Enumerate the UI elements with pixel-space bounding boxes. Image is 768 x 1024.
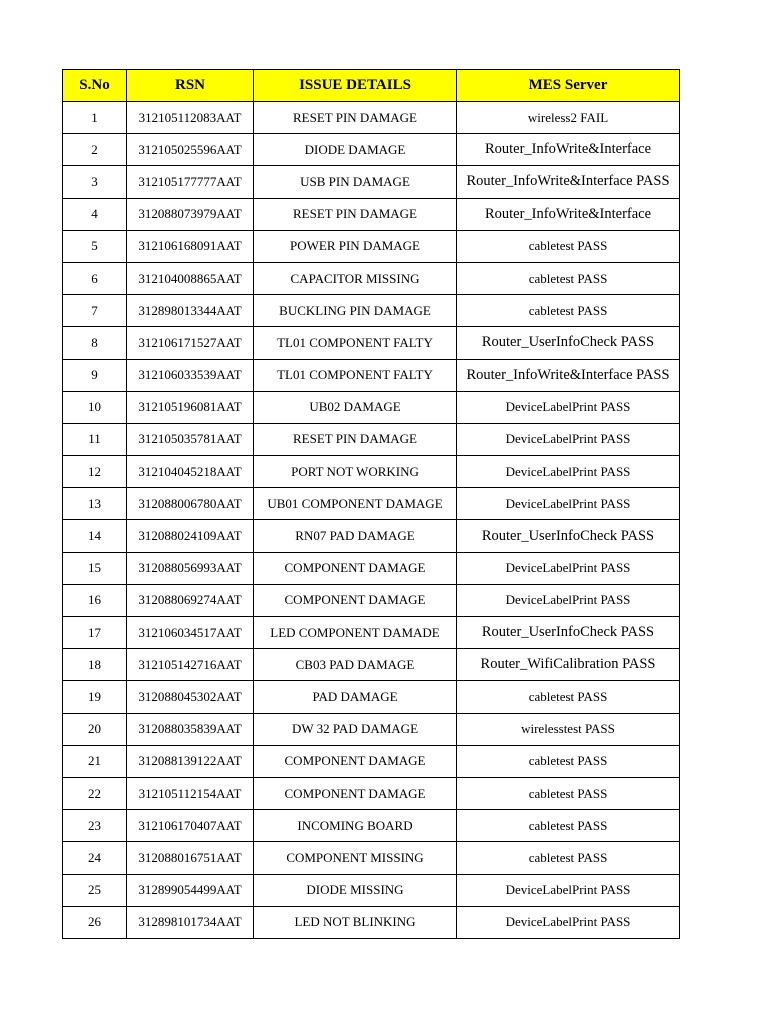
rsn-cell: 312106034517AAT	[127, 617, 254, 649]
sno-cell: 2	[63, 134, 127, 166]
issue-details-cell: INCOMING BOARD	[254, 810, 457, 842]
issue-details-cell: POWER PIN DAMAGE	[254, 230, 457, 262]
sno-cell: 19	[63, 681, 127, 713]
sno-cell: 15	[63, 552, 127, 584]
issue-details-cell: CB03 PAD DAMAGE	[254, 649, 457, 681]
issue-details-cell: UB02 DAMAGE	[254, 391, 457, 423]
sno-cell: 1	[63, 102, 127, 134]
issue-details-cell: RN07 PAD DAMAGE	[254, 520, 457, 552]
issue-table	[62, 69, 680, 939]
sno-cell: 22	[63, 777, 127, 809]
rsn-cell: 312088069274AAT	[127, 584, 254, 616]
sno-cell: 23	[63, 810, 127, 842]
issue-details-cell: TL01 COMPONENT FALTY	[254, 359, 457, 391]
issue-details-cell: DW 32 PAD DAMAGE	[254, 713, 457, 745]
issue-details-cell: COMPONENT MISSING	[254, 842, 457, 874]
header-rsn: RSN	[127, 70, 254, 102]
table-row	[63, 262, 680, 294]
issue-details-cell: CAPACITOR MISSING	[254, 262, 457, 294]
mes-server-cell: DeviceLabelPrint PASS	[457, 423, 680, 455]
table-row	[63, 327, 680, 359]
rsn-cell: 312088045302AAT	[127, 681, 254, 713]
issue-details-cell: LED COMPONENT DAMADE	[254, 617, 457, 649]
rsn-cell: 312104045218AAT	[127, 456, 254, 488]
rsn-cell: 312105025596AAT	[127, 134, 254, 166]
rsn-cell: 312088024109AAT	[127, 520, 254, 552]
table-row	[63, 777, 680, 809]
table-row	[63, 295, 680, 327]
rsn-cell: 312106170407AAT	[127, 810, 254, 842]
issue-details-cell: COMPONENT DAMAGE	[254, 552, 457, 584]
rsn-cell: 312104008865AAT	[127, 262, 254, 294]
mes-server-cell: Router_InfoWrite&Interface PASS	[457, 166, 680, 198]
rsn-cell: 312898013344AAT	[127, 295, 254, 327]
mes-server-cell: cabletest PASS	[457, 745, 680, 777]
rsn-cell: 312898101734AAT	[127, 906, 254, 938]
table-row	[63, 423, 680, 455]
rsn-cell: 312105035781AAT	[127, 423, 254, 455]
mes-server-cell: Router_UserInfoCheck PASS	[457, 520, 680, 552]
mes-server-cell: Router_InfoWrite&Interface	[457, 198, 680, 230]
mes-server-cell: cabletest PASS	[457, 262, 680, 294]
mes-server-cell: DeviceLabelPrint PASS	[457, 552, 680, 584]
table-row	[63, 552, 680, 584]
issue-details-cell: TL01 COMPONENT FALTY	[254, 327, 457, 359]
table-row	[63, 198, 680, 230]
issue-details-cell: COMPONENT DAMAGE	[254, 745, 457, 777]
sno-cell: 24	[63, 842, 127, 874]
issue-details-cell: DIODE DAMAGE	[254, 134, 457, 166]
table-row	[63, 230, 680, 262]
table-row	[63, 391, 680, 423]
table-row	[63, 359, 680, 391]
rsn-cell: 312088006780AAT	[127, 488, 254, 520]
sno-cell: 21	[63, 745, 127, 777]
table-row	[63, 617, 680, 649]
mes-server-cell: wireless2 FAIL	[457, 102, 680, 134]
table-row	[63, 520, 680, 552]
rsn-cell: 312088056993AAT	[127, 552, 254, 584]
mes-server-cell: cabletest PASS	[457, 842, 680, 874]
table-body	[63, 102, 680, 939]
sno-cell: 18	[63, 649, 127, 681]
header-mes-server: MES Server	[457, 70, 680, 102]
mes-server-cell: DeviceLabelPrint PASS	[457, 584, 680, 616]
mes-server-cell: Router_UserInfoCheck PASS	[457, 327, 680, 359]
mes-server-cell: cabletest PASS	[457, 230, 680, 262]
sno-cell: 9	[63, 359, 127, 391]
issue-details-cell: COMPONENT DAMAGE	[254, 777, 457, 809]
mes-server-cell: cabletest PASS	[457, 681, 680, 713]
sno-cell: 4	[63, 198, 127, 230]
issue-details-cell: BUCKLING PIN DAMAGE	[254, 295, 457, 327]
sno-cell: 12	[63, 456, 127, 488]
issue-details-cell: RESET PIN DAMAGE	[254, 423, 457, 455]
rsn-cell: 312105177777AAT	[127, 166, 254, 198]
issue-details-cell: PORT NOT WORKING	[254, 456, 457, 488]
rsn-cell: 312105196081AAT	[127, 391, 254, 423]
sno-cell: 5	[63, 230, 127, 262]
sno-cell: 10	[63, 391, 127, 423]
table-row	[63, 906, 680, 938]
rsn-cell: 312899054499AAT	[127, 874, 254, 906]
issue-details-cell: COMPONENT DAMAGE	[254, 584, 457, 616]
issue-details-cell: DIODE MISSING	[254, 874, 457, 906]
table-row	[63, 745, 680, 777]
rsn-cell: 312088016751AAT	[127, 842, 254, 874]
mes-server-cell: wirelesstest PASS	[457, 713, 680, 745]
table-row	[63, 488, 680, 520]
table-row	[63, 842, 680, 874]
sno-cell: 8	[63, 327, 127, 359]
mes-server-cell: DeviceLabelPrint PASS	[457, 874, 680, 906]
rsn-cell: 312106033539AAT	[127, 359, 254, 391]
rsn-cell: 312105142716AAT	[127, 649, 254, 681]
sno-cell: 26	[63, 906, 127, 938]
table-row	[63, 713, 680, 745]
sno-cell: 16	[63, 584, 127, 616]
issue-details-cell: UB01 COMPONENT DAMAGE	[254, 488, 457, 520]
mes-server-cell: Router_UserInfoCheck PASS	[457, 617, 680, 649]
mes-server-cell: cabletest PASS	[457, 295, 680, 327]
header-row	[63, 70, 680, 102]
rsn-cell: 312088139122AAT	[127, 745, 254, 777]
sno-cell: 6	[63, 262, 127, 294]
issue-details-cell: RESET PIN DAMAGE	[254, 198, 457, 230]
table-row	[63, 649, 680, 681]
table-row	[63, 584, 680, 616]
sno-cell: 14	[63, 520, 127, 552]
table-row	[63, 166, 680, 198]
rsn-cell: 312088035839AAT	[127, 713, 254, 745]
rsn-cell: 312106171527AAT	[127, 327, 254, 359]
issue-details-cell: LED NOT BLINKING	[254, 906, 457, 938]
mes-server-cell: cabletest PASS	[457, 810, 680, 842]
mes-server-cell: DeviceLabelPrint PASS	[457, 391, 680, 423]
mes-server-cell: DeviceLabelPrint PASS	[457, 456, 680, 488]
mes-server-cell: cabletest PASS	[457, 777, 680, 809]
rsn-cell: 312106168091AAT	[127, 230, 254, 262]
mes-server-cell: Router_InfoWrite&Interface PASS	[457, 359, 680, 391]
table-row	[63, 681, 680, 713]
table-row	[63, 134, 680, 166]
header-sno: S.No	[63, 70, 127, 102]
rsn-cell: 312105112083AAT	[127, 102, 254, 134]
sno-cell: 20	[63, 713, 127, 745]
sno-cell: 25	[63, 874, 127, 906]
table-row	[63, 456, 680, 488]
issue-details-cell: RESET PIN DAMAGE	[254, 102, 457, 134]
table-row	[63, 874, 680, 906]
mes-server-cell: Router_WifiCalibration PASS	[457, 649, 680, 681]
header-issue-details: ISSUE DETAILS	[254, 70, 457, 102]
issue-details-cell: USB PIN DAMAGE	[254, 166, 457, 198]
sno-cell: 3	[63, 166, 127, 198]
sno-cell: 7	[63, 295, 127, 327]
rsn-cell: 312105112154AAT	[127, 777, 254, 809]
table-row	[63, 810, 680, 842]
table-row	[63, 102, 680, 134]
mes-server-cell: DeviceLabelPrint PASS	[457, 488, 680, 520]
rsn-cell: 312088073979AAT	[127, 198, 254, 230]
sno-cell: 13	[63, 488, 127, 520]
mes-server-cell: Router_InfoWrite&Interface	[457, 134, 680, 166]
sno-cell: 11	[63, 423, 127, 455]
sno-cell: 17	[63, 617, 127, 649]
issue-details-cell: PAD DAMAGE	[254, 681, 457, 713]
mes-server-cell: DeviceLabelPrint PASS	[457, 906, 680, 938]
